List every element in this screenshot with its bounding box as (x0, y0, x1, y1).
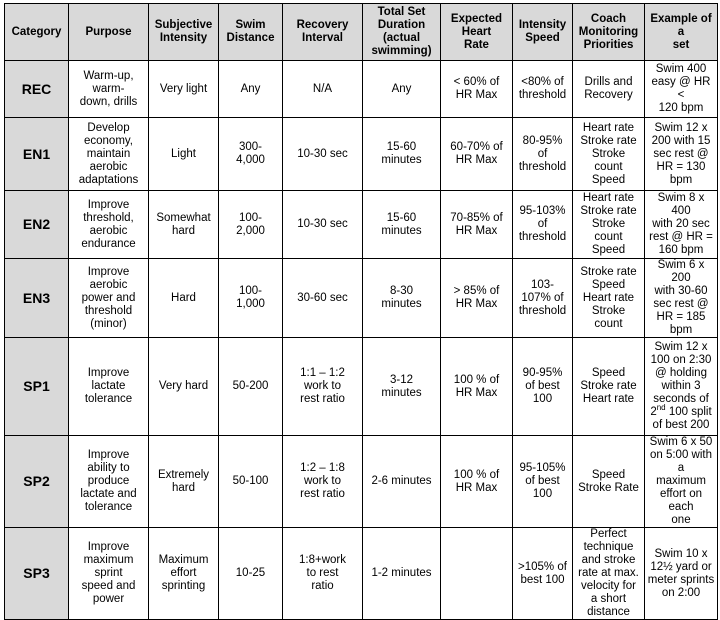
duration-cell: 2-6 minutes (363, 436, 441, 528)
example-cell: Swim 400 easy @ HR < 120 bpm (645, 61, 718, 118)
training-zones-table (4, 3, 718, 620)
heart-rate-cell: 60-70% of HR Max (441, 118, 513, 191)
duration-cell: Any (363, 61, 441, 118)
monitoring-cell: Drills and Recovery (573, 61, 645, 118)
distance-cell: 100- 2,000 (219, 191, 283, 259)
example-cell: Swim 8 x 400 with 20 sec rest @ HR = 160 bpm (645, 191, 718, 259)
table-row (5, 61, 718, 118)
example-text: Swim 12 x 100 on 2:30 @ holding within 3 seconds of 2 (650, 341, 712, 418)
header-intensity-speed: Intensity Speed (513, 4, 573, 61)
monitoring-cell: Heart rate Stroke rate Stroke count Speed (573, 191, 645, 259)
distance-cell: 50-100 (219, 436, 283, 528)
distance-cell: 300- 4,000 (219, 118, 283, 191)
recovery-cell: 1:8+work to rest ratio (283, 528, 363, 620)
header-coach-monitoring: Coach Monitoring Priorities (573, 4, 645, 61)
example-cell: Swim 12 x 200 with 15 sec rest @ HR = 130 bpm (645, 118, 718, 191)
header-category: Category (5, 4, 69, 61)
example-superscript: nd (656, 403, 666, 413)
category-cell: SP2 (5, 436, 69, 528)
header-recovery-interval: Recovery Interval (283, 4, 363, 61)
category-cell: EN1 (5, 118, 69, 191)
purpose-cell: Improve lactate tolerance (69, 338, 149, 436)
table-row (5, 436, 718, 528)
header-row (5, 4, 718, 61)
recovery-cell: 10-30 sec (283, 118, 363, 191)
distance-cell: 10-25 (219, 528, 283, 620)
header-purpose: Purpose (69, 4, 149, 61)
monitoring-cell: Perfect technique and stroke rate at max. velocity for a short distance (573, 528, 645, 620)
recovery-cell: 1:1 – 1:2 work to rest ratio (283, 338, 363, 436)
recovery-cell: 1:2 – 1:8 work to rest ratio (283, 436, 363, 528)
table-row (5, 118, 718, 191)
duration-cell: 1-2 minutes (363, 528, 441, 620)
duration-cell: 15-60 minutes (363, 118, 441, 191)
duration-cell: 8-30 minutes (363, 259, 441, 338)
example-cell (645, 338, 718, 436)
header-swim-distance: Swim Distance (219, 4, 283, 61)
monitoring-cell: Speed Stroke Rate (573, 436, 645, 528)
intensity-cell: Somewhat hard (149, 191, 219, 259)
heart-rate-cell: < 60% of HR Max (441, 61, 513, 118)
category-cell: EN2 (5, 191, 69, 259)
intensity-cell: Very hard (149, 338, 219, 436)
example-cell: Swim 6 x 200 with 30-60 sec rest @ HR = 185 bpm (645, 259, 718, 338)
distance-cell: 100- 1,000 (219, 259, 283, 338)
intensity-cell: Extremely hard (149, 436, 219, 528)
recovery-cell: N/A (283, 61, 363, 118)
purpose-cell: Develop economy, maintain aerobic adaptations (69, 118, 149, 191)
intensity-cell: Maximum effort sprinting (149, 528, 219, 620)
table-row (5, 338, 718, 436)
heart-rate-cell: 70-85% of HR Max (441, 191, 513, 259)
recovery-cell: 30-60 sec (283, 259, 363, 338)
duration-cell: 15-60 minutes (363, 191, 441, 259)
table-row (5, 191, 718, 259)
table-row (5, 259, 718, 338)
category-cell: REC (5, 61, 69, 118)
header-expected-heart-rate: Expected Heart Rate (441, 4, 513, 61)
speed-cell: 80-95% of threshold (513, 118, 573, 191)
speed-cell: 95-103% of threshold (513, 191, 573, 259)
speed-cell: 95-105% of best 100 (513, 436, 573, 528)
header-subjective-intensity: Subjective Intensity (149, 4, 219, 61)
intensity-cell: Very light (149, 61, 219, 118)
monitoring-cell: Heart rate Stroke rate Stroke count Speed (573, 118, 645, 191)
intensity-cell: Hard (149, 259, 219, 338)
header-total-set-duration: Total Set Duration (actual swimming) (363, 4, 441, 61)
category-cell: SP3 (5, 528, 69, 620)
purpose-cell: Improve aerobic power and threshold (minor) (69, 259, 149, 338)
heart-rate-cell: 100 % of HR Max (441, 436, 513, 528)
monitoring-cell: Speed Stroke rate Heart rate (573, 338, 645, 436)
header-example-set: Example of a set (645, 4, 718, 61)
heart-rate-cell: 100 % of HR Max (441, 338, 513, 436)
recovery-cell: 10-30 sec (283, 191, 363, 259)
purpose-cell: Improve ability to produce lactate and tolerance (69, 436, 149, 528)
intensity-cell: Light (149, 118, 219, 191)
purpose-cell: Warm-up, warm- down, drills (69, 61, 149, 118)
speed-cell: >105% of best 100 (513, 528, 573, 620)
speed-cell: 103- 107% of threshold (513, 259, 573, 338)
distance-cell: Any (219, 61, 283, 118)
category-cell: SP1 (5, 338, 69, 436)
distance-cell: 50-200 (219, 338, 283, 436)
example-cell: Swim 10 x 12½ yard or meter sprints on 2:00 (645, 528, 718, 620)
duration-cell: 3-12 minutes (363, 338, 441, 436)
heart-rate-cell: > 85% of HR Max (441, 259, 513, 338)
example-cell: Swim 6 x 50 on 5:00 with a maximum effort on each one (645, 436, 718, 528)
monitoring-cell: Stroke rate Speed Heart rate Stroke count (573, 259, 645, 338)
category-cell: EN3 (5, 259, 69, 338)
speed-cell: <80% of threshold (513, 61, 573, 118)
purpose-cell: Improve threshold, aerobic endurance (69, 191, 149, 259)
speed-cell: 90-95% of best 100 (513, 338, 573, 436)
example-text: 100 split of best 200 (652, 406, 712, 431)
purpose-cell: Improve maximum sprint speed and power (69, 528, 149, 620)
